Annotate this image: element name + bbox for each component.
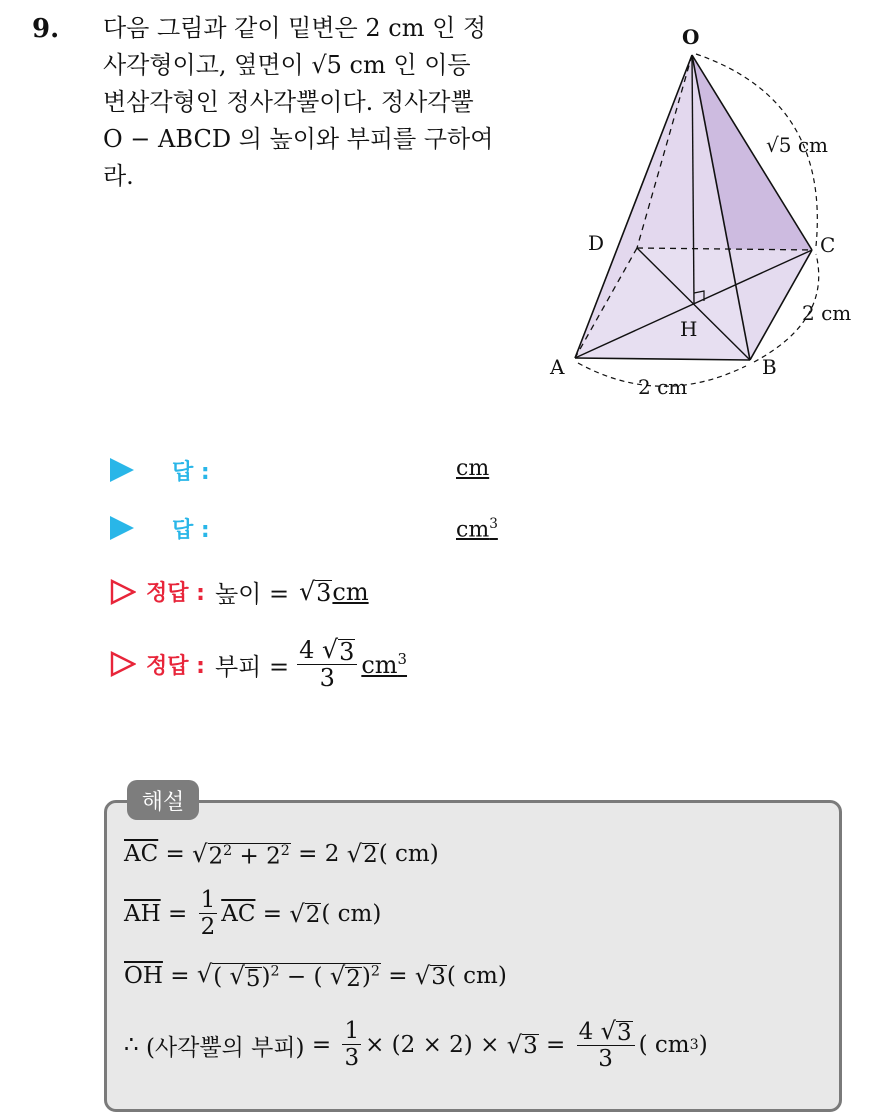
answer-2-unit: $cm^3$	[456, 516, 498, 543]
solution-line-1: $\overline{AC}$ = √ $2^2 + 2^2$ = 2 √ 2 ( cm)	[124, 840, 439, 870]
play-icon	[110, 516, 134, 540]
solution-line-3: $\overline{OH}$ = √ ( √ 5 )$^2$ − ( √ 2 )$^2$ = √ 3 ( cm)	[124, 960, 507, 992]
solution-line-4: ∴ (사각뿔의 부피) = $\frac{1}{3}$ × (2 × 2) × √ 3 = 4 √ 3 3 ( cm 3 )	[124, 1017, 708, 1073]
pyramid-figure	[540, 10, 880, 410]
solution-tag: 해설	[127, 780, 199, 820]
label-b: B	[762, 355, 777, 379]
answer-row-2	[110, 508, 210, 548]
volume-fraction: 4 √ 3 3	[297, 636, 357, 693]
label-lateral-edge: √5 cm	[766, 133, 828, 157]
question-text: 다음 그림과 같이 밑변은 2 cm 인 정 사각형이고, 옆면이 √5 cm 인 이등 변삼각형인 정사각뿔이다. 정사각뿔 O − ABCD 의 높이와 부피를 구하여 라.	[103, 14, 494, 190]
correct-label: 정답 :	[146, 581, 205, 606]
label-ab-edge: 2 cm	[638, 375, 688, 399]
outline-triangle-icon	[110, 579, 136, 605]
question-number: 9.	[32, 14, 60, 44]
label-bc-edge: 2 cm	[802, 301, 852, 325]
label-a: A	[550, 355, 565, 379]
label-d: D	[588, 231, 605, 255]
answer-label: 답 :	[172, 459, 210, 485]
correct-answer-2	[110, 636, 407, 693]
volume-unit: $cm^3$	[361, 649, 408, 679]
height-prefix: 높이 =	[214, 580, 290, 608]
label-c: C	[820, 233, 836, 257]
answer-1-unit: cm	[456, 456, 490, 481]
height-value: √ 3	[299, 577, 332, 607]
solution-line-2: $\overline{AH}$ = $\frac{1}{2}$ $\overline{AC}$ = √ 2 ( cm)	[124, 887, 382, 941]
height-unit: cm	[332, 577, 369, 606]
correct-answer-1	[110, 574, 369, 609]
correct-label: 정답 :	[146, 653, 205, 679]
outline-triangle-icon	[110, 651, 136, 677]
answer-label: 답 :	[172, 517, 210, 543]
label-o: O	[682, 25, 700, 49]
answer-row-1	[110, 450, 210, 490]
volume-prefix: 부피 =	[214, 652, 290, 681]
label-h: H	[680, 317, 698, 341]
play-icon	[110, 458, 134, 482]
